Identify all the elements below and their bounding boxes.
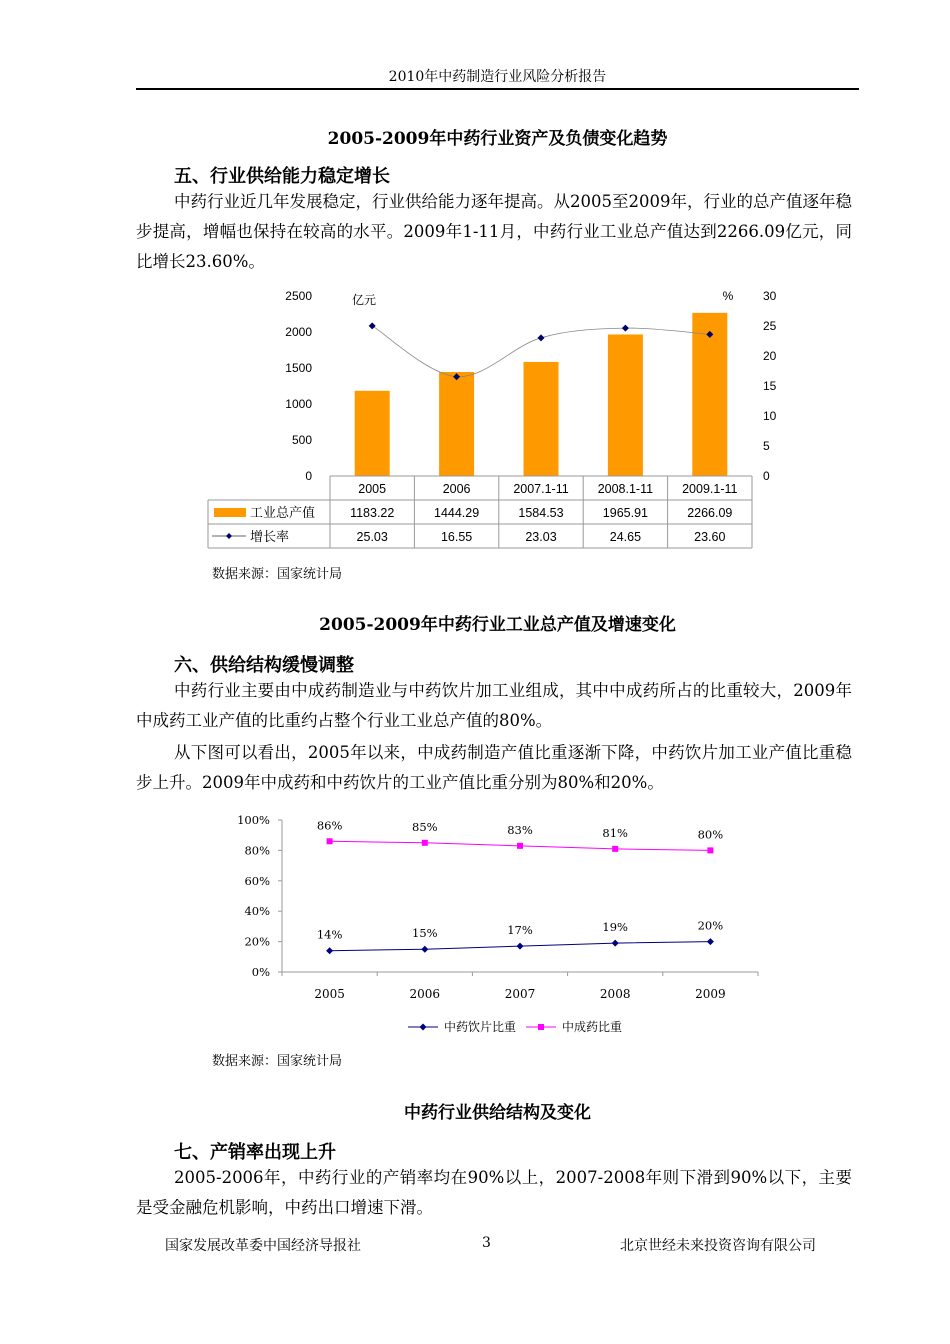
legend-marker xyxy=(538,1024,544,1030)
paragraph: 从下图可以看出，2005年以来，中成药制造产值比重逐渐下降，中药饮片加工业产值比重稳步上升。2009年中成药和中药饮片的工业产值比重分别为80%和20%。 xyxy=(136,743,852,792)
supply-structure-chart xyxy=(230,810,770,1045)
footer-company: 北京世经未来投资咨询有限公司 xyxy=(620,1238,816,1254)
x-axis-tick: 2008.1-11 xyxy=(597,482,654,496)
y-axis-tick: 100% xyxy=(237,813,270,827)
y-axis-right-tick: 5 xyxy=(763,439,770,453)
data-point xyxy=(517,843,523,849)
data-label: 1584.53 xyxy=(518,506,564,520)
bar xyxy=(524,362,559,476)
data-label: 80% xyxy=(697,827,724,842)
y-axis-tick: 40% xyxy=(244,904,270,919)
bar xyxy=(439,372,474,476)
bar xyxy=(608,334,643,476)
data-point xyxy=(327,838,333,844)
data-source: 数据来源：国家统计局 xyxy=(212,567,343,582)
paragraph: 中药行业主要由中成药制造业与中药饮片加工业组成，其中中成药所占的比重较大，2009年中成药工业产值的比重约占整个行业工业总产值的80%。 xyxy=(136,681,852,730)
legend-label: 中成药比重 xyxy=(562,1020,623,1034)
y-axis-left-tick: 1000 xyxy=(285,397,312,411)
y-axis-tick: 80% xyxy=(244,843,270,858)
data-point xyxy=(421,946,428,953)
data-label: 25.03 xyxy=(356,530,388,544)
data-point xyxy=(326,947,333,954)
x-axis-tick: 2009.1-11 xyxy=(682,482,738,496)
data-point xyxy=(612,940,619,947)
output-growth-chart xyxy=(200,280,777,555)
chart-caption-output: 2005-2009年中药行业工业总产值及增速变化 xyxy=(319,615,676,635)
section-heading: 六、供给结构缓慢调整 xyxy=(174,655,354,676)
x-axis-tick: 2006 xyxy=(442,482,471,496)
x-axis-tick: 2005 xyxy=(314,987,345,1001)
growth-rate-point xyxy=(622,325,629,332)
data-point xyxy=(612,846,618,852)
x-axis-tick: 2005 xyxy=(358,482,387,496)
y-axis-left-tick: 500 xyxy=(291,433,312,447)
data-label: 86% xyxy=(316,818,343,833)
y-axis-left-unit: 亿元 xyxy=(352,293,377,307)
y-axis-left-tick: 1500 xyxy=(285,361,312,375)
x-axis-tick: 2008 xyxy=(599,987,631,1001)
y-axis-tick: 20% xyxy=(244,934,270,949)
bar xyxy=(355,391,390,476)
x-axis-tick: 2007.1-11 xyxy=(513,482,569,496)
data-label: 17% xyxy=(507,923,533,938)
data-point xyxy=(517,943,524,950)
y-axis-tick: 0% xyxy=(251,965,270,979)
page-number: 3 xyxy=(482,1235,491,1251)
data-label: 14% xyxy=(316,927,343,942)
data-point xyxy=(707,847,713,853)
legend-swatch-bar xyxy=(214,508,246,517)
x-axis-tick: 2009 xyxy=(695,987,726,1001)
y-axis-tick: 60% xyxy=(244,873,270,888)
header-divider xyxy=(136,88,859,90)
data-label: 16.55 xyxy=(440,530,473,544)
data-label: 1965.91 xyxy=(602,506,648,520)
data-label: 20% xyxy=(697,918,724,933)
y-axis-right-tick: 25 xyxy=(763,319,777,333)
data-label: 1183.22 xyxy=(350,506,395,520)
y-axis-right-tick: 20 xyxy=(763,349,777,363)
footer-publisher: 国家发展改革委中国经济导报社 xyxy=(165,1238,361,1254)
growth-rate-point xyxy=(538,334,545,341)
legend-label: 工业总产值 xyxy=(250,505,316,520)
chart-caption-structure: 中药行业供给结构及变化 xyxy=(404,1103,591,1123)
data-label: 23.60 xyxy=(694,530,726,544)
data-label: 85% xyxy=(412,819,438,834)
y-axis-right-tick: 0 xyxy=(763,469,770,483)
chart-caption-assets: 2005-2009年中药行业资产及负债变化趋势 xyxy=(327,129,668,149)
y-axis-left-tick: 0 xyxy=(305,469,312,483)
data-source: 数据来源：国家统计局 xyxy=(212,1054,343,1069)
data-label: 2266.09 xyxy=(687,506,733,520)
paragraph: 中药行业近几年发展稳定，行业供给能力逐年提高。从2005至2009年，行业的总产值逐年稳步提高，增幅也保持在较高的水平。2009年1-11月，中药行业工业总产值达到2266.09亿元，同比增长23.60%。 xyxy=(136,192,852,271)
y-axis-right-tick: 10 xyxy=(763,409,777,423)
growth-rate-point xyxy=(369,322,376,329)
paragraph: 2005-2006年，中药行业的产销率均在90%以上，2007-2008年则下滑到90%以下，主要是受金融危机影响，中药出口增速下滑。 xyxy=(136,1168,852,1217)
x-axis-tick: 2007 xyxy=(504,987,536,1001)
y-axis-left-tick: 2000 xyxy=(285,325,312,339)
data-label: 83% xyxy=(507,822,533,837)
data-point xyxy=(707,938,714,945)
y-axis-right-tick: 30 xyxy=(763,289,777,303)
data-label: 23.03 xyxy=(525,530,557,544)
legend-label: 增长率 xyxy=(250,529,290,544)
data-point xyxy=(422,840,428,846)
data-label: 15% xyxy=(412,926,438,941)
section-heading: 五、行业供给能力稳定增长 xyxy=(174,166,390,187)
y-axis-right-unit: % xyxy=(722,289,734,303)
data-label: 1444.29 xyxy=(434,506,480,520)
legend-marker xyxy=(226,533,232,539)
legend-marker xyxy=(420,1024,427,1031)
x-axis-tick: 2006 xyxy=(409,987,441,1001)
y-axis-right-tick: 15 xyxy=(763,379,777,393)
data-label: 24.65 xyxy=(609,530,642,544)
legend-label: 中药饮片比重 xyxy=(444,1020,517,1034)
data-label: 19% xyxy=(602,920,628,935)
report-title: 2010年中药制造行业风险分析报告 xyxy=(388,69,607,85)
section-heading: 七、产销率出现上升 xyxy=(174,1142,336,1163)
data-label: 81% xyxy=(602,825,628,840)
y-axis-left-tick: 2500 xyxy=(285,289,312,303)
